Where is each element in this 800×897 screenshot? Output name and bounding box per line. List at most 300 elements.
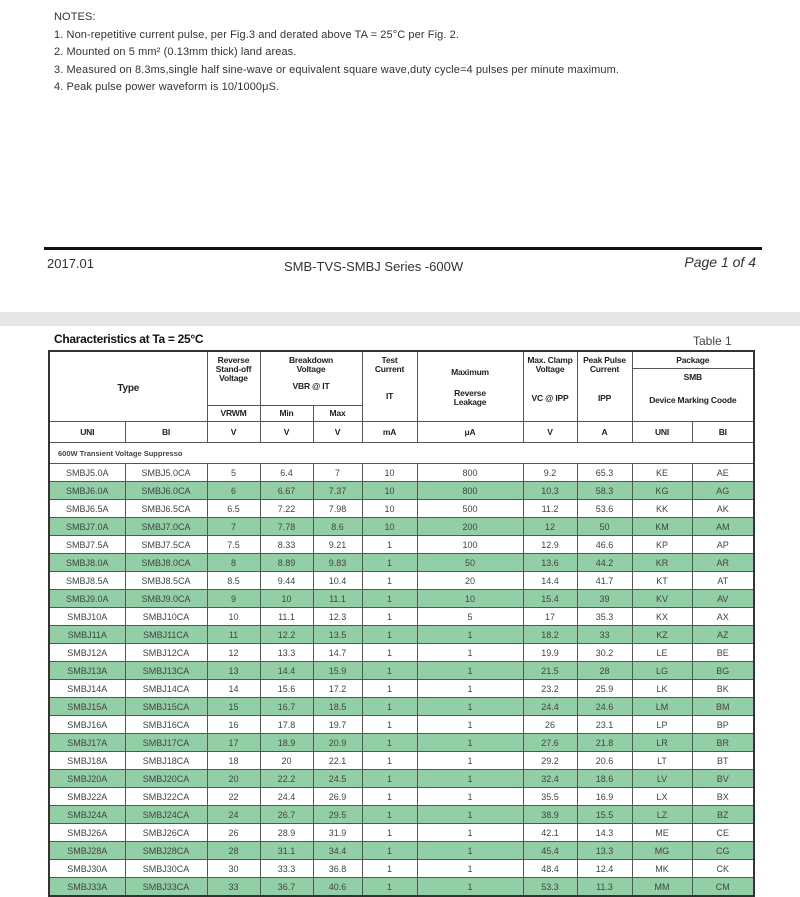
table-cell: 100 xyxy=(417,536,523,554)
table-cell: SMBJ8.5CA xyxy=(125,572,207,590)
table-cell: 17 xyxy=(523,608,577,626)
table-cell: 34.4 xyxy=(313,842,362,860)
table-cell: 38.9 xyxy=(523,806,577,824)
table-cell: 36.8 xyxy=(313,860,362,878)
table-cell: 12.9 xyxy=(523,536,577,554)
unit-cell: UNI xyxy=(632,422,692,443)
table-row xyxy=(49,572,754,590)
table-cell: 31.1 xyxy=(260,842,313,860)
table-cell: 18.5 xyxy=(313,698,362,716)
table-cell: 20 xyxy=(417,572,523,590)
header-min: Min xyxy=(260,406,313,422)
unit-cell: V xyxy=(523,422,577,443)
table-cell: KG xyxy=(632,482,692,500)
table-cell: 18.6 xyxy=(577,770,632,788)
footer-divider xyxy=(44,247,762,250)
table-cell: 1 xyxy=(417,878,523,897)
table-row xyxy=(49,860,754,878)
table-cell: 7.78 xyxy=(260,518,313,536)
header-max-clamp-label: Max. Clamp Voltage xyxy=(527,355,573,374)
table-cell: 35.5 xyxy=(523,788,577,806)
header-vrwm: VRWM xyxy=(207,406,260,422)
table-cell: 13.3 xyxy=(260,644,313,662)
table-cell: LR xyxy=(632,734,692,752)
table-cell: 16.7 xyxy=(260,698,313,716)
table-cell: 10 xyxy=(362,500,417,518)
table-cell: AR xyxy=(692,554,754,572)
note-item: 3. Measured on 8.3ms,single half sine-wave or equivalent square wave,duty cycle=4 pulses per minute maximum. xyxy=(54,63,620,76)
table-cell: 20.6 xyxy=(577,752,632,770)
table-cell: 20.9 xyxy=(313,734,362,752)
table-cell: SMBJ30CA xyxy=(125,860,207,878)
table-cell: 14.7 xyxy=(313,644,362,662)
table-cell: 5 xyxy=(417,608,523,626)
table-cell: 11.1 xyxy=(313,590,362,608)
table-cell: 6.67 xyxy=(260,482,313,500)
table-label: Table 1 xyxy=(693,334,732,348)
table-body xyxy=(49,464,754,897)
table-cell: 1 xyxy=(362,572,417,590)
unit-cell: BI xyxy=(125,422,207,443)
table-cell: 1 xyxy=(417,806,523,824)
table-cell: SMBJ11CA xyxy=(125,626,207,644)
table-cell: 16.9 xyxy=(577,788,632,806)
unit-cell: A xyxy=(577,422,632,443)
table-cell: 30 xyxy=(207,860,260,878)
table-cell: 1 xyxy=(362,644,417,662)
table-cell: 11.2 xyxy=(523,500,577,518)
table-cell: 41.7 xyxy=(577,572,632,590)
table-cell: LX xyxy=(632,788,692,806)
header-peak-pulse xyxy=(577,351,632,422)
table-cell: 9.83 xyxy=(313,554,362,572)
table-cell: 1 xyxy=(362,662,417,680)
table-cell: 13.5 xyxy=(313,626,362,644)
page-footer xyxy=(0,254,800,278)
table-cell: 28 xyxy=(207,842,260,860)
table-cell: 12.4 xyxy=(577,860,632,878)
table-cell: 10 xyxy=(362,464,417,482)
table-cell: 8.6 xyxy=(313,518,362,536)
table-cell: SMBJ7.0A xyxy=(49,518,125,536)
table-cell: 27.6 xyxy=(523,734,577,752)
table-cell: 1 xyxy=(362,536,417,554)
table-cell: 10.4 xyxy=(313,572,362,590)
unit-cell: V xyxy=(313,422,362,443)
table-cell: AG xyxy=(692,482,754,500)
table-row xyxy=(49,734,754,752)
table-cell: 1 xyxy=(417,734,523,752)
characteristics-table xyxy=(48,350,755,897)
table-cell: 1 xyxy=(362,878,417,897)
table-cell: 200 xyxy=(417,518,523,536)
table-cell: 9.2 xyxy=(523,464,577,482)
table-cell: 500 xyxy=(417,500,523,518)
table-cell: SMBJ8.0A xyxy=(49,554,125,572)
table-cell: 31.9 xyxy=(313,824,362,842)
table-row xyxy=(49,662,754,680)
table-cell: BT xyxy=(692,752,754,770)
notes-block xyxy=(54,9,619,97)
table-cell: AZ xyxy=(692,626,754,644)
table-cell: 29.5 xyxy=(313,806,362,824)
table-row xyxy=(49,554,754,572)
table-cell: SMBJ7.0CA xyxy=(125,518,207,536)
table-cell: 19.7 xyxy=(313,716,362,734)
table-cell: SMBJ20CA xyxy=(125,770,207,788)
note-item: 2. Mounted on 5 mm² (0.13mm thick) land areas. xyxy=(54,46,297,58)
table-cell: LM xyxy=(632,698,692,716)
table-cell: SMBJ33A xyxy=(49,878,125,897)
table-cell: SMBJ16CA xyxy=(125,716,207,734)
table-cell: 1 xyxy=(362,698,417,716)
table-cell: 12 xyxy=(207,644,260,662)
table-cell: SMBJ22A xyxy=(49,788,125,806)
table-cell: 22.1 xyxy=(313,752,362,770)
table-cell: SMBJ11A xyxy=(49,626,125,644)
table-cell: 50 xyxy=(417,554,523,572)
table-cell: 1 xyxy=(417,662,523,680)
table-cell: 18.2 xyxy=(523,626,577,644)
table-cell: 7.98 xyxy=(313,500,362,518)
table-cell: CK xyxy=(692,860,754,878)
header-package xyxy=(632,351,754,422)
table-cell: AP xyxy=(692,536,754,554)
table-row xyxy=(49,842,754,860)
table-cell: 48.4 xyxy=(523,860,577,878)
table-row xyxy=(49,464,754,482)
table-cell: 33 xyxy=(577,626,632,644)
table-cell: 12.3 xyxy=(313,608,362,626)
table-cell: 1 xyxy=(417,644,523,662)
table-cell: ME xyxy=(632,824,692,842)
table-cell: 1 xyxy=(417,842,523,860)
header-ipp: IPP xyxy=(597,393,612,403)
table-cell: 7.5 xyxy=(207,536,260,554)
table-row xyxy=(49,698,754,716)
table-cell: 11.3 xyxy=(577,878,632,897)
table-cell: SMBJ20A xyxy=(49,770,125,788)
table-cell: SMBJ7.5A xyxy=(49,536,125,554)
table-cell: SMBJ9.0A xyxy=(49,590,125,608)
table-row xyxy=(49,644,754,662)
header-max-clamp xyxy=(523,351,577,422)
table-cell: SMBJ18CA xyxy=(125,752,207,770)
table-cell: SMBJ14A xyxy=(49,680,125,698)
table-cell: 23.1 xyxy=(577,716,632,734)
table-cell: CG xyxy=(692,842,754,860)
table-cell: SMBJ24A xyxy=(49,806,125,824)
table-row xyxy=(49,878,754,897)
table-row xyxy=(49,518,754,536)
table-cell: SMBJ16A xyxy=(49,716,125,734)
table-row xyxy=(49,752,754,770)
unit-cell: mA xyxy=(362,422,417,443)
table-cell: 13.6 xyxy=(523,554,577,572)
table-cell: 7 xyxy=(313,464,362,482)
table-cell: 28 xyxy=(577,662,632,680)
table-cell: 1 xyxy=(362,788,417,806)
table-cell: SMBJ33CA xyxy=(125,878,207,897)
table-cell: 26 xyxy=(523,716,577,734)
table-cell: KK xyxy=(632,500,692,518)
table-cell: SMBJ8.5A xyxy=(49,572,125,590)
table-cell: LE xyxy=(632,644,692,662)
table-cell: SMBJ17A xyxy=(49,734,125,752)
table-cell: MM xyxy=(632,878,692,897)
table-cell: 13.3 xyxy=(577,842,632,860)
table-cell: 14 xyxy=(207,680,260,698)
table-cell: KE xyxy=(632,464,692,482)
table-cell: KZ xyxy=(632,626,692,644)
table-cell: 45.4 xyxy=(523,842,577,860)
table-cell: BG xyxy=(692,662,754,680)
table-cell: 6.4 xyxy=(260,464,313,482)
table-cell: 44.2 xyxy=(577,554,632,572)
table-cell: 13 xyxy=(207,662,260,680)
table-cell: 24.6 xyxy=(577,698,632,716)
table-row xyxy=(49,770,754,788)
table-cell: BP xyxy=(692,716,754,734)
table-cell: AT xyxy=(692,572,754,590)
table-cell: SMBJ15A xyxy=(49,698,125,716)
footer-series: SMB-TVS-SMBJ Series -600W xyxy=(284,259,464,274)
table-cell: 1 xyxy=(362,752,417,770)
table-cell: 8 xyxy=(207,554,260,572)
table-cell: 800 xyxy=(417,464,523,482)
table-cell: MG xyxy=(632,842,692,860)
table-cell: 24.4 xyxy=(523,698,577,716)
table-cell: 58.3 xyxy=(577,482,632,500)
table-cell: 30.2 xyxy=(577,644,632,662)
table-cell: 10 xyxy=(207,608,260,626)
table-cell: 33 xyxy=(207,878,260,897)
table-cell: KX xyxy=(632,608,692,626)
table-row xyxy=(49,536,754,554)
table-row xyxy=(49,626,754,644)
table-cell: SMBJ18A xyxy=(49,752,125,770)
table-cell: BV xyxy=(692,770,754,788)
table-cell: SMBJ9.0CA xyxy=(125,590,207,608)
table-cell: 26.9 xyxy=(313,788,362,806)
table-cell: 15 xyxy=(207,698,260,716)
table-cell: 17.8 xyxy=(260,716,313,734)
section-label: 600W Transient Voltage Suppresso xyxy=(49,443,754,464)
table-title: Characteristics at Ta = 25°C xyxy=(54,332,204,346)
table-cell: 9.44 xyxy=(260,572,313,590)
table-cell: 8.33 xyxy=(260,536,313,554)
table-cell: SMBJ6.0CA xyxy=(125,482,207,500)
table-cell: 1 xyxy=(417,770,523,788)
table-cell: 9.21 xyxy=(313,536,362,554)
table-cell: 1 xyxy=(417,626,523,644)
table-cell: 11 xyxy=(207,626,260,644)
table-cell: 12.2 xyxy=(260,626,313,644)
table-cell: 15.5 xyxy=(577,806,632,824)
table-cell: 1 xyxy=(362,842,417,860)
table-cell: BX xyxy=(692,788,754,806)
table-cell: SMBJ17CA xyxy=(125,734,207,752)
header-vc-ipp: VC @ IPP xyxy=(531,393,569,403)
unit-cell: UNI xyxy=(49,422,125,443)
table-cell: 10 xyxy=(260,590,313,608)
table-cell: LT xyxy=(632,752,692,770)
table-cell: 1 xyxy=(417,698,523,716)
table-cell: 1 xyxy=(362,590,417,608)
table-cell: 9 xyxy=(207,590,260,608)
table-cell: 26 xyxy=(207,824,260,842)
table-row xyxy=(49,806,754,824)
table-cell: 35.3 xyxy=(577,608,632,626)
unit-cell: V xyxy=(260,422,313,443)
table-cell: 20 xyxy=(260,752,313,770)
table-cell: AM xyxy=(692,518,754,536)
header-reverse-standoff: Reverse Stand-off Voltage xyxy=(207,351,260,406)
table-row xyxy=(49,590,754,608)
note-item: 1. Non-repetitive current pulse, per Fig.3 and derated above TA = 25°C per Fig. 2. xyxy=(54,28,460,41)
table-cell: SMBJ6.0A xyxy=(49,482,125,500)
table-row xyxy=(49,482,754,500)
table-row xyxy=(49,680,754,698)
table-cell: 1 xyxy=(362,770,417,788)
header-type: Type xyxy=(49,351,207,422)
table-cell: SMBJ28A xyxy=(49,842,125,860)
table-cell: 36.7 xyxy=(260,878,313,897)
unit-cell: BI xyxy=(692,422,754,443)
table-cell: SMBJ22CA xyxy=(125,788,207,806)
table-cell: SMBJ28CA xyxy=(125,842,207,860)
header-it: IT xyxy=(385,391,394,401)
table-cell: 1 xyxy=(362,716,417,734)
table-cell: SMBJ13CA xyxy=(125,662,207,680)
table-cell: 1 xyxy=(362,734,417,752)
table-cell: 1 xyxy=(417,752,523,770)
table-cell: 15.9 xyxy=(313,662,362,680)
table-cell: KM xyxy=(632,518,692,536)
table-row xyxy=(49,608,754,626)
table-cell: 12 xyxy=(523,518,577,536)
table-cell: 1 xyxy=(362,806,417,824)
table-cell: 11.1 xyxy=(260,608,313,626)
table-cell: AX xyxy=(692,608,754,626)
table-cell: 65.3 xyxy=(577,464,632,482)
table-row xyxy=(49,716,754,734)
table-cell: 14.3 xyxy=(577,824,632,842)
table-cell: 1 xyxy=(417,788,523,806)
table-cell: SMBJ10A xyxy=(49,608,125,626)
table-cell: SMBJ10CA xyxy=(125,608,207,626)
table-cell: 7 xyxy=(207,518,260,536)
header-marking: Device Marking Coode xyxy=(649,395,737,405)
table-cell: SMBJ30A xyxy=(49,860,125,878)
header-leakage xyxy=(417,351,523,422)
table-cell: SMBJ13A xyxy=(49,662,125,680)
table-cell: 1 xyxy=(362,680,417,698)
header-reverse-leakage: Reverse Leakage xyxy=(453,388,487,407)
table-cell: LP xyxy=(632,716,692,734)
header-breakdown-label: Breakdown Voltage xyxy=(288,355,334,374)
table-cell: 33.3 xyxy=(260,860,313,878)
table-cell: SMBJ5.0CA xyxy=(125,464,207,482)
table-row xyxy=(49,824,754,842)
table-cell: 21.5 xyxy=(523,662,577,680)
table-cell: 6.5 xyxy=(207,500,260,518)
header-max: Max xyxy=(313,406,362,422)
table-cell: 24 xyxy=(207,806,260,824)
unit-cell: μA xyxy=(417,422,523,443)
table-cell: 8.89 xyxy=(260,554,313,572)
table-cell: SMBJ12CA xyxy=(125,644,207,662)
table-cell: 50 xyxy=(577,518,632,536)
table-cell: 46.6 xyxy=(577,536,632,554)
table-cell: SMBJ26A xyxy=(49,824,125,842)
table-cell: 53.6 xyxy=(577,500,632,518)
table-cell: LV xyxy=(632,770,692,788)
header-breakdown xyxy=(260,351,362,406)
table-cell: 7.22 xyxy=(260,500,313,518)
table-cell: SMBJ6.5A xyxy=(49,500,125,518)
table-cell: 14.4 xyxy=(523,572,577,590)
table-cell: 5 xyxy=(207,464,260,482)
table-cell: 24.4 xyxy=(260,788,313,806)
table-cell: 1 xyxy=(362,860,417,878)
table-cell: BK xyxy=(692,680,754,698)
table-cell: 29.2 xyxy=(523,752,577,770)
table-cell: 1 xyxy=(417,860,523,878)
table-cell: 7.37 xyxy=(313,482,362,500)
table-cell: 6 xyxy=(207,482,260,500)
table-cell: LG xyxy=(632,662,692,680)
table-cell: 18.9 xyxy=(260,734,313,752)
table-cell: 53.3 xyxy=(523,878,577,897)
table-cell: 10 xyxy=(362,482,417,500)
table-cell: 23.2 xyxy=(523,680,577,698)
table-cell: 10.3 xyxy=(523,482,577,500)
table-cell: 24.5 xyxy=(313,770,362,788)
table-row xyxy=(49,500,754,518)
table-cell: 17 xyxy=(207,734,260,752)
table-cell: 19.9 xyxy=(523,644,577,662)
table-cell: 39 xyxy=(577,590,632,608)
header-package-label: Package xyxy=(633,352,754,369)
table-cell: 1 xyxy=(362,554,417,572)
header-maximum: Maximum xyxy=(451,367,489,377)
table-cell: 1 xyxy=(417,716,523,734)
note-item: 4. Peak pulse power waveform is 10/1000μS. xyxy=(54,81,280,93)
table-cell: KV xyxy=(632,590,692,608)
table-cell: SMBJ5.0A xyxy=(49,464,125,482)
header-smb: SMB xyxy=(683,372,702,382)
notes-heading: NOTES: xyxy=(54,11,96,23)
header-test-current-label: Test Current xyxy=(374,355,405,374)
table-cell: 800 xyxy=(417,482,523,500)
table-cell: 1 xyxy=(362,824,417,842)
table-cell: SMBJ7.5CA xyxy=(125,536,207,554)
header-vbr-it: VBR @ IT xyxy=(292,381,330,391)
table-cell: 21.8 xyxy=(577,734,632,752)
footer-date: 2017.01 xyxy=(47,256,94,271)
table-cell: 18 xyxy=(207,752,260,770)
table-cell: 26.7 xyxy=(260,806,313,824)
header-test-current xyxy=(362,351,417,422)
table-cell: SMBJ8.0CA xyxy=(125,554,207,572)
table-cell: SMBJ15CA xyxy=(125,698,207,716)
table-cell: CM xyxy=(692,878,754,897)
unit-cell: V xyxy=(207,422,260,443)
table-cell: SMBJ6.5CA xyxy=(125,500,207,518)
table-cell: 16 xyxy=(207,716,260,734)
table-cell: BZ xyxy=(692,806,754,824)
